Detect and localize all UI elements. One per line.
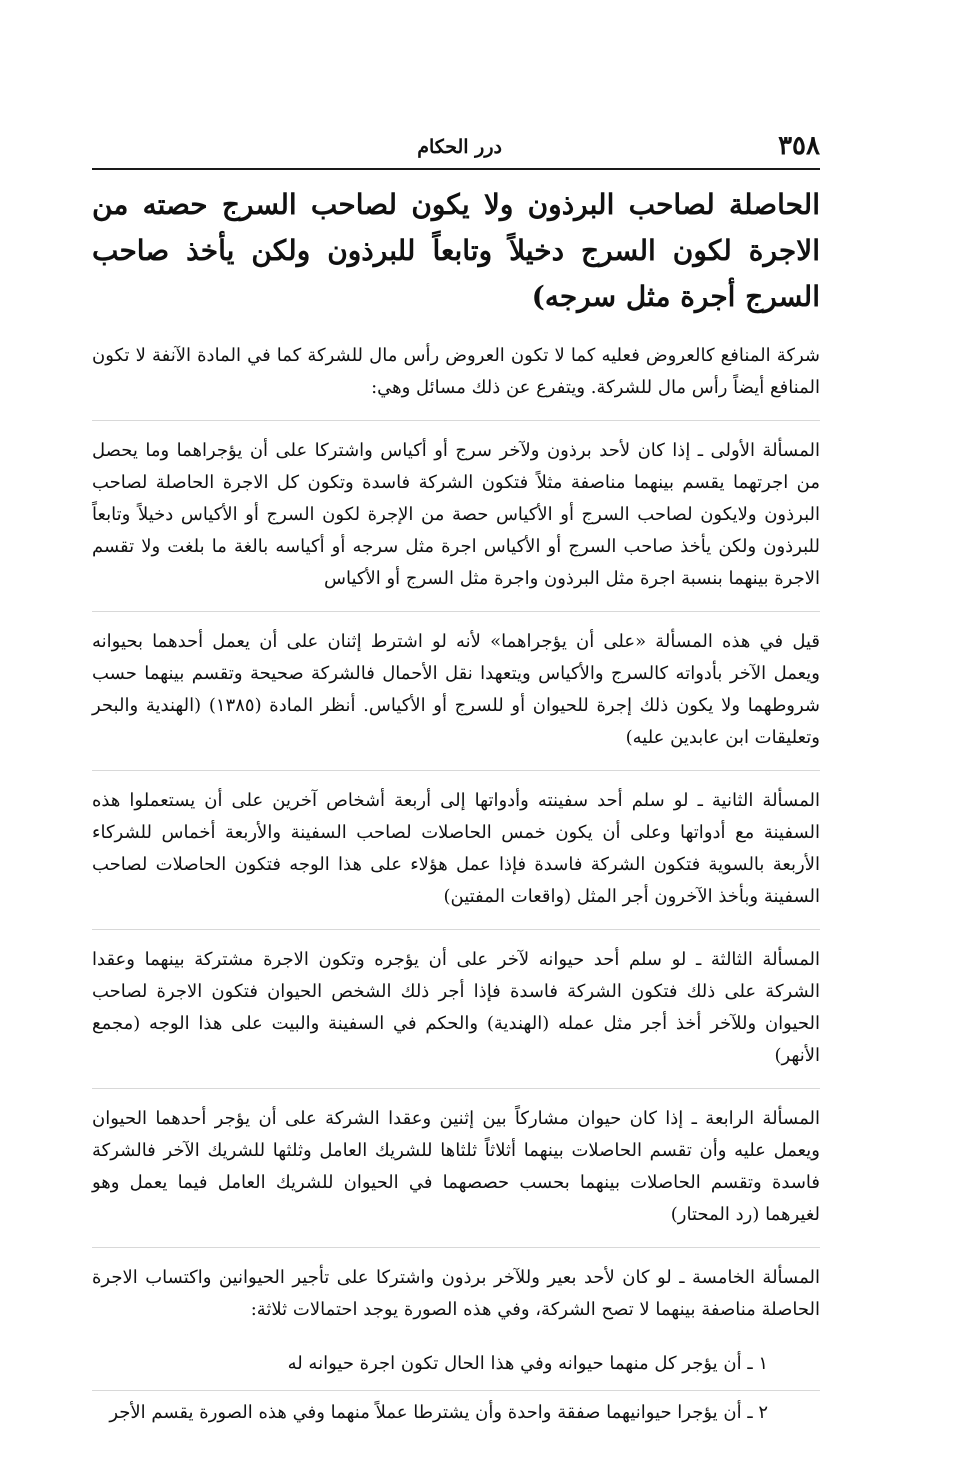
list-item: ١ ـ أن يؤجر كل منهما حيوانه وفي هذا الحال تكون اجرة حيوانه له — [287, 1353, 768, 1374]
issue-one-paragraph: المسألة الأولى ـ إذا كان لأحد برذون ولآخر سرج أو أكياس واشتركا على أن يؤجراهما وما يحصل من اجرتهما يقسم بينهما مناصفة مثلاً فتكون الشركة فاسدة وتكون كل الاجرة الحاصلة لصاحب البرذون ولايكون لصاحب السرج أو الأكياس حصة من الإجرة لكون السرج أو الأكياس دخيلاً وتابعاً للبرذون ولكن يأخذ صاحب السرج أو الأكياس اجرة مثل سرجه أو أكياسه بالغة ما بلغت ولا تقسم الاجرة بينهما بنسبة اجرة مثل البرذون واجرة مثل السرج أو الأكياس — [92, 420, 820, 611]
lead-paragraph: الحاصلة لصاحب البرذون ولا يكون لصاحب السرج حصته من الاجرة لكون السرج دخيلاً وتابعاً للبرذون ولكن يأخذ صاحب السرج أجرة مثل سرجه) — [92, 188, 820, 313]
document-page — [92, 128, 820, 1439]
commentary-paragraph: قيل في هذه المسألة «على أن يؤجراهما» لأنه لو اشترط إثنان على أن يعمل أحدهما بحيوانه ويعمل الآخر بأدواته كالسرج والأكياس ويتعهدا نقل الأحمال فالشركة صحيحة وتقسم بينهما حسب شروطهما ولا يكون ذلك إجرة للحيوان أو للسرج أو الأكياس. أنظر المادة (١٣٨٥) (الهندية والبحر وتعليقات ابن عابدين عليه) — [92, 611, 820, 770]
list-item: ٢ ـ أن يؤجرا حيوانيهما صفقة واحدة وأن يشترطا عملاً منهما وفي هذه الصورة يقسم الأجر — [92, 1390, 820, 1439]
issue-three-paragraph: المسألة الثالثة ـ لو سلم أحد حيوانه لآخر على أن يؤجره وتكون الاجرة مشتركة بينهما وعقدا الشركة على ذلك فتكون الشركة فاسدة فإذا أجر ذلك الشخص الحيوان فتكون الاجرة لصاحب الحيوان وللآخر أخذ أجر مثل عمله (الهندية) والحكم في السفينة والبيت على هذا الوجه (مجمع الأنهر) — [92, 929, 820, 1088]
running-title: درر الحكام — [417, 136, 502, 158]
page-number: ٣٥٨ — [778, 131, 820, 161]
issue-five-paragraph: المسألة الخامسة ـ لو كان لأحد بعير وللآخر برذون واشتركا على تأجير الحيوانين واكتساب الاجرة الحاصلة مناصفة بينهما لا تصح الشركة، وفي هذه الصورة يوجد احتمالات ثلاثة: — [92, 1247, 820, 1342]
issue-four-paragraph: المسألة الرابعة ـ إذا كان حيوان مشاركاً بين إثنين وعقدا الشركة على أن يؤجر أحدهما الحيوان ويعمل عليه وأن تقسم الحاصلات بينهما أثلاثاً ثلثاها للشريك العامل وثلثها للشريك الآخر فالشركة فاسدة وتقسم الحاصلات بينهما بحسب حصصهما في الحيوان للشريك العامل فيما يعمل وهو لغيرهما (رد المحتار) — [92, 1088, 820, 1247]
page-header — [92, 128, 820, 170]
intro-paragraph: شركة المنافع كالعروض فعليه كما لا تكون العروض رأس مال للشركة كما في المادة الآنفة لا تكون المنافع أيضاً رأس مال للشركة. ويتفرع عن ذلك مسائل وهي: — [92, 345, 820, 398]
issue-two-paragraph: المسألة الثانية ـ لو سلم أحد سفينته وأدواتها إلى أربعة أشخاص آخرين على أن يستعملوا هذه السفينة مع أدواتها وعلى أن يكون خمس الحاصلات لصاحب السفينة والأربعة أخماس للشركاء الأربعة بالسوية فتكون الشركة فاسدة فإذا عمل هؤلاء على هذا الوجه فتكون الحاصلات لصاحب السفينة وبأخذ الآخرون أجر المثل (واقعات المفتين) — [92, 770, 820, 929]
